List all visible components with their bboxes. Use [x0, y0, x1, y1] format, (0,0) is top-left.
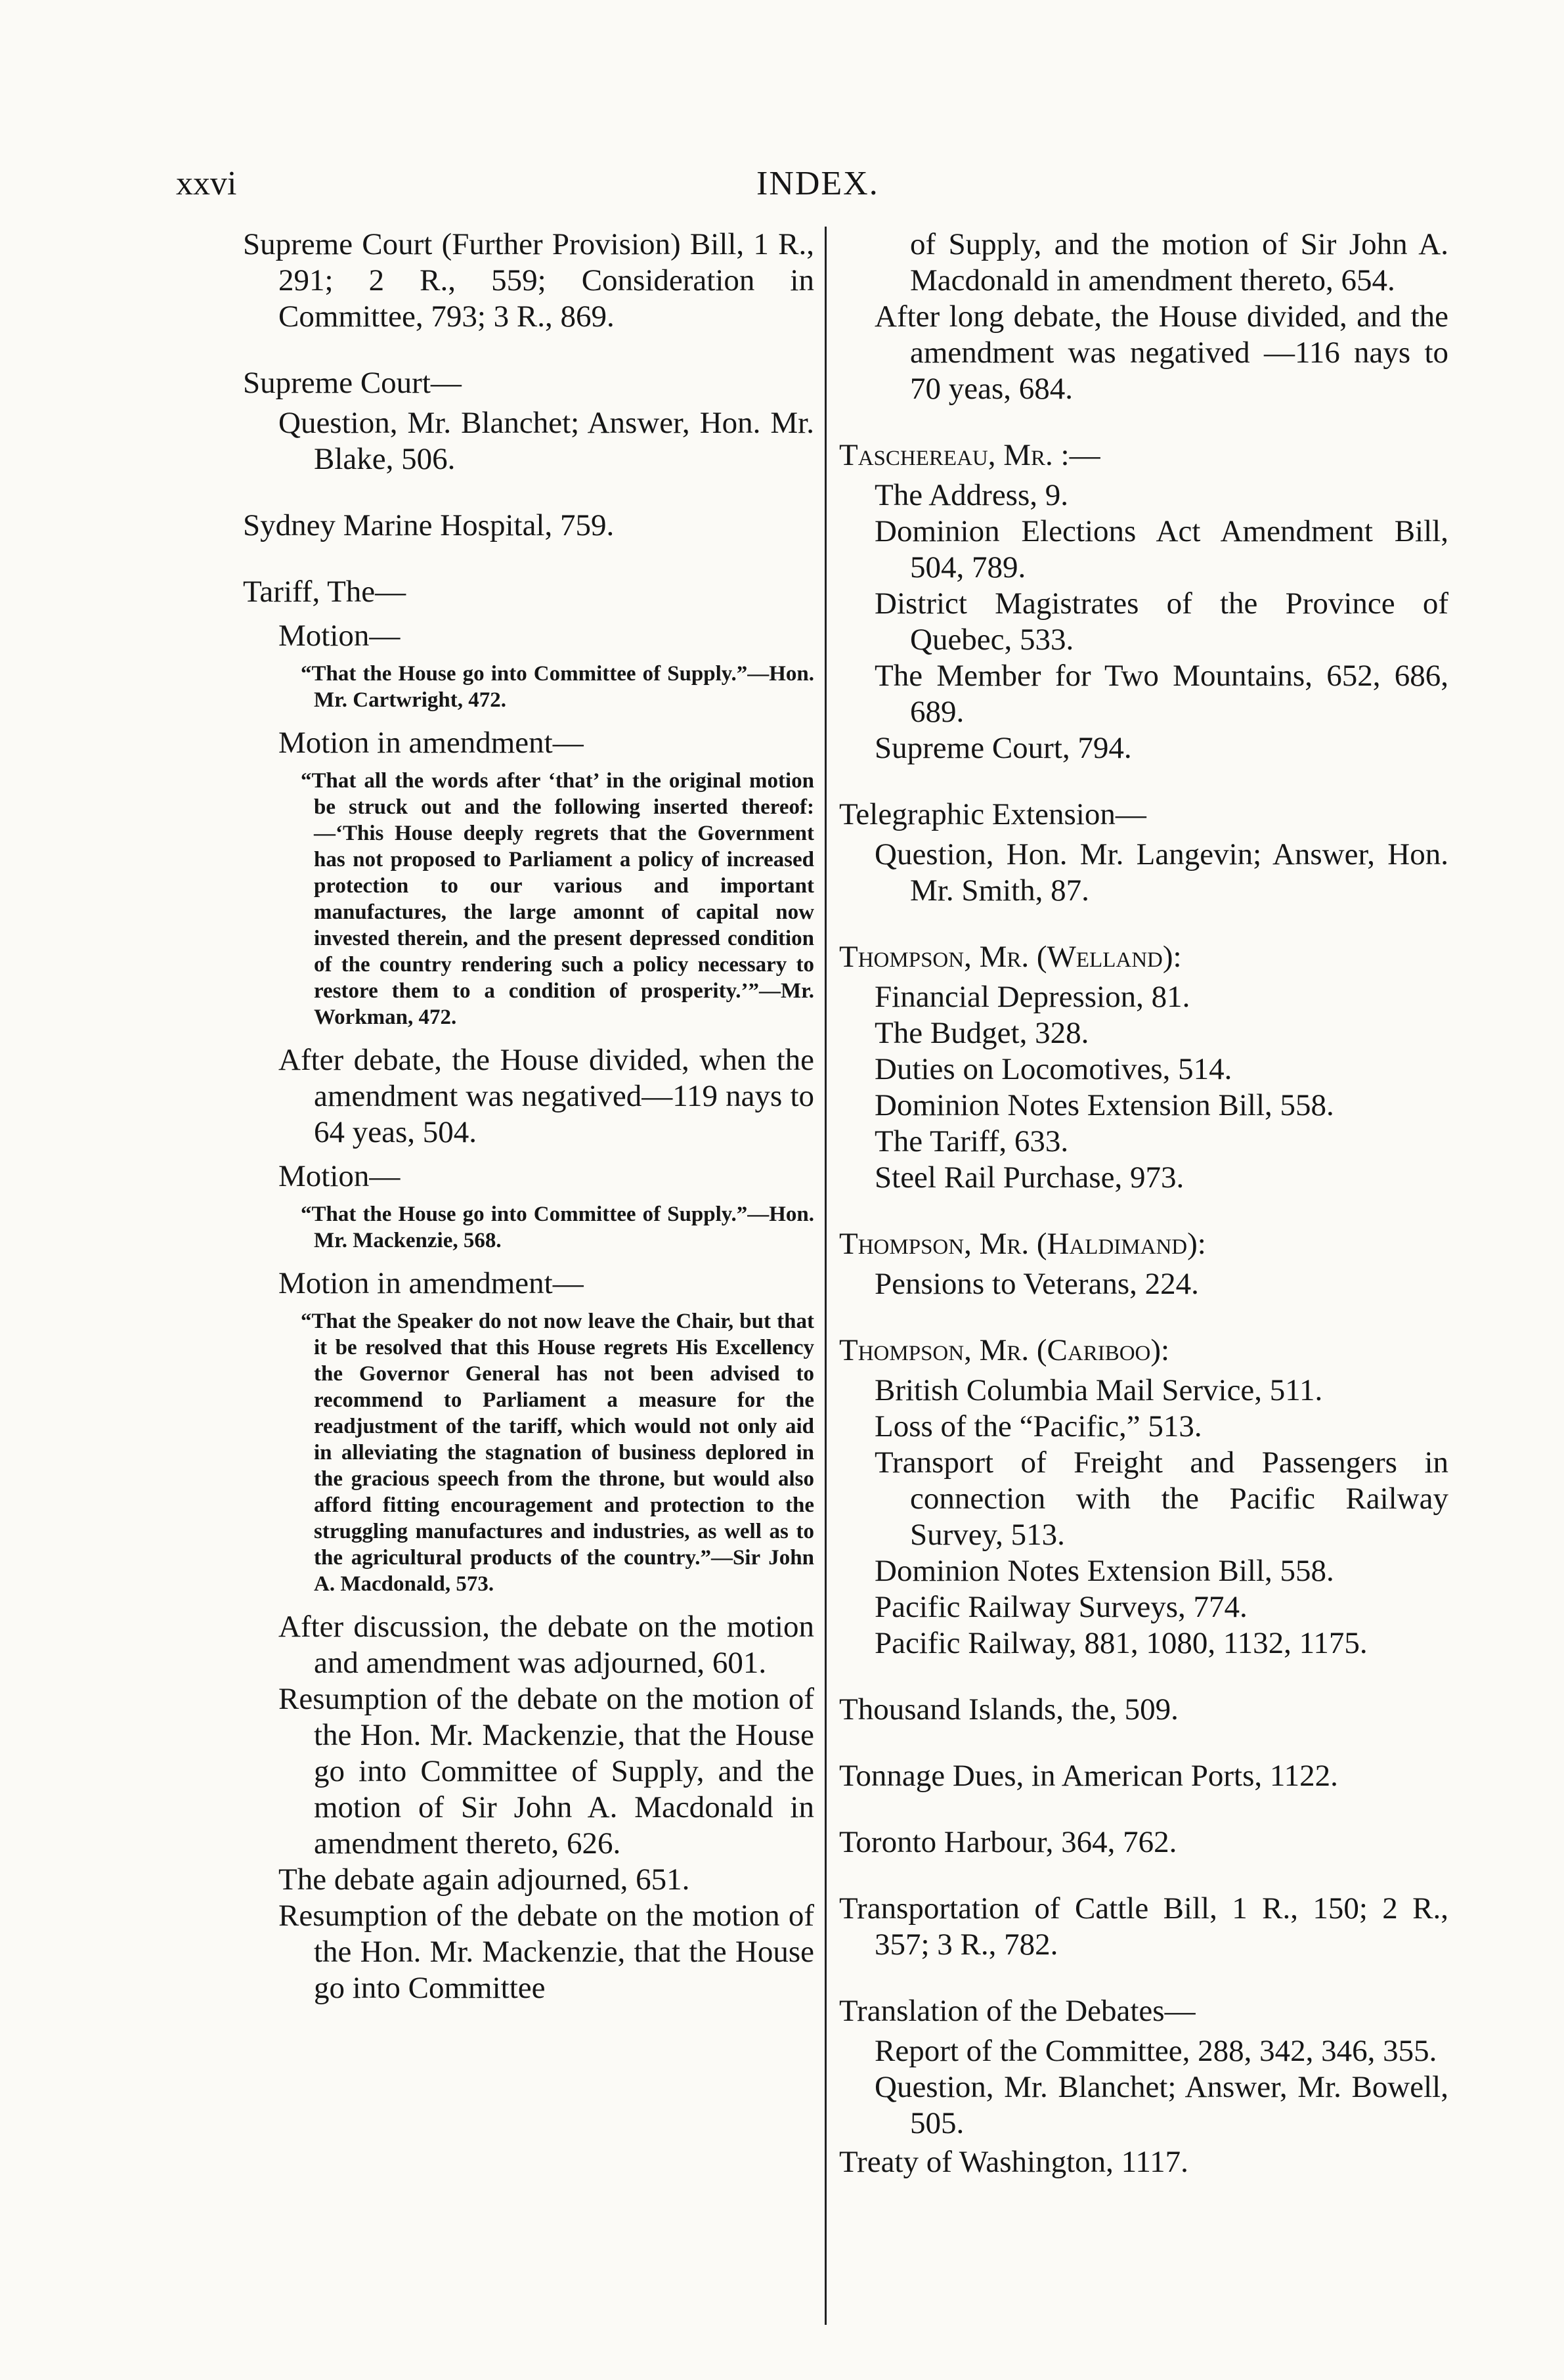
- motion-label: Motion—: [278, 1159, 401, 1193]
- entry-heading: Supreme Court—: [243, 366, 462, 400]
- amendment-quote: “That all the words after ‘that’ in the original motion be struck out and the following inserted thereof:—‘This House deeply regrets that the Government has not proposed to Parliament a policy of increased protection to our various and important manufactures, the large amonnt of capital now invested therein, and the present depressed condition of the country rendering such a policy necessary to restore them to a condition of prosperity.’”—Mr. Workman, 472.: [301, 769, 814, 1029]
- division-result: After debate, the House divided, when the amendment was negatived—119 nays to 64 yeas, 504.: [278, 1043, 814, 1149]
- debate-resumption: Resumption of the debate on the motion of the Hon. Mr. Mackenzie, that the House go into Committee: [278, 1899, 814, 2005]
- index-group-thompson-cariboo: [839, 1333, 1448, 1662]
- sub-entry: Question, Mr. Blanchet; Answer, Hon. Mr. Blake, 506.: [278, 406, 814, 476]
- sub-entry: Duties on Locomotives, 514.: [875, 1052, 1232, 1086]
- amendment-label: Motion in amendment—: [278, 726, 584, 760]
- index-group-taschereau: [839, 437, 1448, 766]
- amendment-quote: “That the Speaker do not now leave the Chair, but that it be resolved that this House regrets His Excellency the Governor General has not been advised to recommend to Parliament a measure for the readjustment of the tariff, which would not only aid in alleviating the stagnation of business deplored in the gracious speech from the throne, but would also afford fitting encouragement and protection to the struggling manufactures and industries, as well as to the agricultural products of the country.”—Sir John A. Macdonald, 573.: [301, 1310, 814, 1596]
- motion-label: Motion—: [278, 619, 401, 653]
- sub-entry: Report of the Committee, 288, 342, 346, 355.: [875, 2034, 1437, 2068]
- index-entry-cattle-bill: Transportation of Cattle Bill, 1 R., 150; 2 R., 357; 3 R., 782.: [839, 1891, 1448, 1962]
- sub-entry: Question, Mr. Blanchet; Answer, Mr. Bowell, 505.: [875, 2070, 1448, 2140]
- sub-entry: District Magistrates of the Province of Quebec, 533.: [875, 586, 1448, 657]
- index-entry-tonnage-dues: Tonnage Dues, in American Ports, 1122.: [839, 1759, 1338, 1793]
- sub-entry: The Address, 9.: [875, 478, 1069, 512]
- entry-heading: Tariff, The—: [243, 575, 406, 609]
- debate-adjourned: The debate again adjourned, 651.: [278, 1862, 690, 1897]
- sub-entry: Dominion Notes Extension Bill, 558.: [875, 1088, 1334, 1122]
- sub-entry: Dominion Elections Act Amendment Bill, 504, 789.: [875, 514, 1448, 584]
- sub-entry: Pacific Railway, 881, 1080, 1132, 1175.: [875, 1626, 1368, 1660]
- debate-resumption: Resumption of the debate on the motion of the Hon. Mr. Mackenzie, that the House go into Committee of Supply, and the motion of Sir John A. Macdonald in amendment thereto, 626.: [278, 1682, 814, 1861]
- sub-entry: Loss of the “Pacific,” 513.: [875, 1409, 1202, 1443]
- entry-heading: Thompson, Mr. (Cariboo):: [839, 1333, 1170, 1367]
- entry-heading: Thompson, Mr. (Welland):: [839, 940, 1182, 974]
- column-divider: [825, 227, 827, 2325]
- sub-entry: The Tariff, 633.: [875, 1124, 1069, 1158]
- index-entry-treaty-washington: Treaty of Washington, 1117.: [839, 2145, 1188, 2179]
- tariff-continuation: [839, 227, 1448, 407]
- index-group-thompson-haldimand: [839, 1226, 1448, 1302]
- sub-entry: Pensions to Veterans, 224.: [875, 1267, 1199, 1301]
- page-title: INDEX.: [756, 165, 879, 202]
- index-group-thompson-welland: [839, 939, 1448, 1196]
- entry-heading: Thompson, Mr. (Haldimand):: [839, 1227, 1206, 1261]
- sub-entry: Pacific Railway Surveys, 774.: [875, 1590, 1248, 1624]
- entry-heading: Translation of the Debates—: [839, 1994, 1196, 2028]
- sub-entry: The Budget, 328.: [875, 1016, 1089, 1050]
- index-group-translation: [839, 1993, 1448, 2142]
- right-column: [839, 227, 1448, 2211]
- sub-entry: Transport of Freight and Passengers in connection with the Pacific Railway Survey, 513.: [875, 1445, 1448, 1552]
- motion-quote: “That the House go into Committee of Supply.”—Hon. Mr. Cartwright, 472.: [301, 662, 814, 712]
- index-entry-toronto-harbour: Toronto Harbour, 364, 762.: [839, 1825, 1177, 1859]
- index-entry-supreme-court-bill: Supreme Court (Further Provision) Bill, 1 R., 291; 2 R., 559; Consideration in Committee, 793; 3 R., 869.: [243, 227, 814, 334]
- index-group-supreme-court: [243, 365, 814, 477]
- sub-entry: Question, Hon. Mr. Langevin; Answer, Hon. Mr. Smith, 87.: [875, 837, 1448, 908]
- sub-entry: Steel Rail Purchase, 973.: [875, 1160, 1184, 1195]
- entry-heading: Taschereau, Mr. :—: [839, 438, 1100, 472]
- sub-entry: The Member for Two Mountains, 652, 686, 689.: [875, 659, 1448, 729]
- continuation-text: of Supply, and the motion of Sir John A. Macdonald in amendment thereto, 654.: [910, 227, 1448, 298]
- index-group-tariff: [243, 574, 814, 2006]
- index-entry-sydney: Sydney Marine Hospital, 759.: [243, 508, 615, 542]
- sub-entry: Dominion Notes Extension Bill, 558.: [875, 1554, 1334, 1588]
- page-number: xxvi: [176, 165, 237, 202]
- amendment-label: Motion in amendment—: [278, 1266, 584, 1300]
- index-group-telegraphic: [839, 797, 1448, 909]
- debate-adjourned: After discussion, the debate on the motion and amendment was adjourned, 601.: [278, 1610, 814, 1680]
- entry-heading: Telegraphic Extension—: [839, 797, 1146, 831]
- division-result: After long debate, the House divided, and the amendment was negatived —116 nays to 70 yeas, 684.: [875, 299, 1448, 406]
- left-column: [243, 227, 814, 2037]
- sub-entry: British Columbia Mail Service, 511.: [875, 1373, 1323, 1407]
- sub-entry: Supreme Court, 794.: [875, 731, 1132, 765]
- index-entry-thousand-islands: Thousand Islands, the, 509.: [839, 1692, 1179, 1727]
- motion-quote: “That the House go into Committee of Supply.”—Hon. Mr. Mackenzie, 568.: [301, 1202, 814, 1252]
- sub-entry: Financial Depression, 81.: [875, 980, 1190, 1014]
